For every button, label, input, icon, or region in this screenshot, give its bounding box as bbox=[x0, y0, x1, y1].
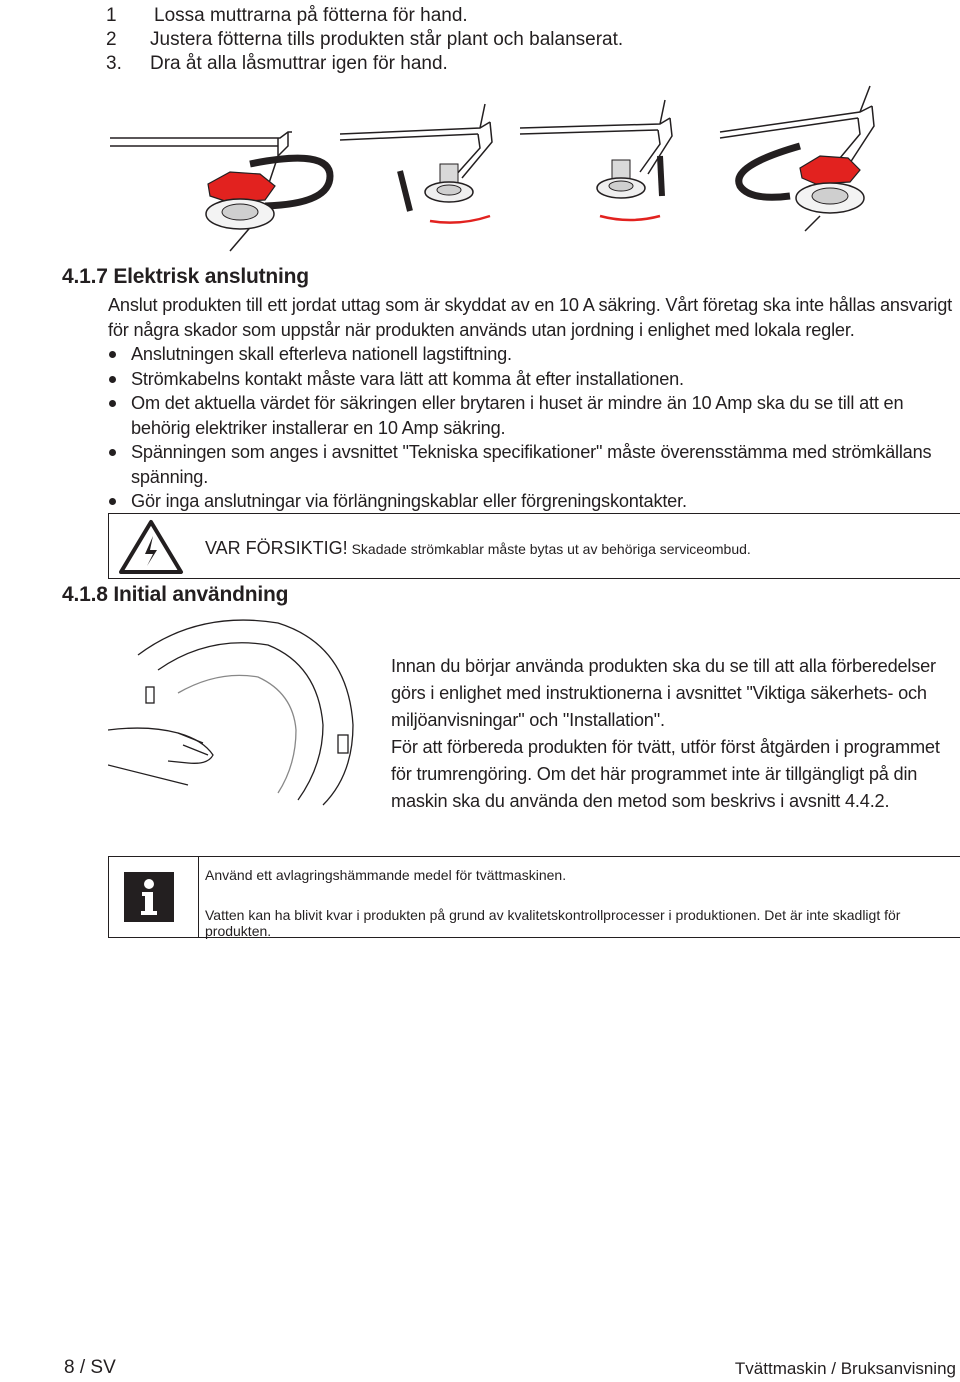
info-icon bbox=[123, 871, 175, 923]
foot-4 bbox=[796, 156, 864, 213]
step-text: Dra åt alla låsmuttrar igen för hand. bbox=[150, 53, 448, 74]
step-number: 1 bbox=[106, 5, 117, 26]
caution-box bbox=[108, 513, 960, 579]
caution-label: VAR FÖRSIKTIG! bbox=[205, 538, 348, 558]
section-title-initial-use: 4.1.8 Initial användning bbox=[62, 583, 289, 606]
info-line: Använd ett avlagringshämmande medel för tvättmaskinen. bbox=[205, 867, 567, 883]
foot-2 bbox=[425, 164, 473, 202]
caution-text bbox=[205, 538, 751, 559]
step-item bbox=[106, 28, 623, 52]
electrical-bullet-list bbox=[108, 342, 958, 514]
step-text: Justera fötterna tills produkten står plant och balanserat. bbox=[150, 29, 624, 50]
section-title-electrical: 4.1.7 Elektrisk anslutning bbox=[62, 265, 309, 288]
page-number: 8 / SV bbox=[64, 1357, 116, 1378]
foot-3 bbox=[597, 160, 645, 198]
list-item: Om det aktuella värdet för säkringen eller brytaren i huset är mindre än 10 Amp ska du se till att en behörig elektriker installerar en 10 Amp säkring. bbox=[108, 391, 958, 440]
electrical-paragraph: Anslut produkten till ett jordat uttag som är skyddat av en 10 A säkring. Vårt företag ska inte hållas ansvarigt för några skador som uppstår när produkten används utan jordning i enlighet med lokala regler. bbox=[108, 295, 953, 340]
step-item bbox=[106, 4, 623, 28]
initial-use-paragraph: Innan du börjar använda produkten ska du se till att alla förberedelser görs i enlighet med instruktionerna i avsnittet "Viktiga säkerhets- och miljöanvisningar" och "Installation". bbox=[391, 656, 936, 730]
step-item bbox=[106, 52, 623, 76]
step-text: Lossa muttrarna på fötterna för hand. bbox=[154, 5, 468, 26]
caution-message: Skadade strömkablar måste bytas ut av behöriga serviceombud. bbox=[347, 541, 751, 557]
info-box bbox=[108, 856, 960, 938]
document-title: Tvättmaskin / Bruksanvisning bbox=[734, 1359, 956, 1378]
washing-machine-door-illustration bbox=[108, 615, 358, 810]
list-item: Gör inga anslutningar via förlängningskablar eller förgreningskontakter. bbox=[108, 489, 958, 514]
list-item: Strömkabelns kontakt måste vara lätt att komma åt efter installationen. bbox=[108, 367, 958, 392]
electrical-body bbox=[108, 293, 958, 514]
info-divider bbox=[198, 857, 199, 937]
adjustment-steps bbox=[106, 4, 623, 76]
feet-adjustment-illustration bbox=[100, 76, 880, 266]
step-number: 2 bbox=[106, 29, 117, 50]
list-item: Anslutningen skall efterleva nationell lagstiftning. bbox=[108, 342, 958, 367]
initial-use-body bbox=[391, 653, 951, 815]
electric-hazard-icon bbox=[109, 514, 193, 578]
info-line: Vatten kan ha blivit kvar i produkten på grund av kvalitetskontrollprocesser i produktionen. Det är inte skadligt för produkten. bbox=[205, 907, 901, 939]
initial-use-paragraph: För att förbereda produkten för tvätt, utför först åtgärden i programmet för trumrengöring. Om det här programmet inte är tillgängligt på din maskin ska du använda den metod som beskrivs i avsnitt 4.4.2. bbox=[391, 737, 940, 811]
step-number: 3. bbox=[106, 53, 122, 74]
list-item: Spänningen som anges i avsnittet "Tekniska specifikationer" måste överensstämma med strömkällans spänning. bbox=[108, 440, 958, 489]
foot-1 bbox=[206, 172, 275, 229]
